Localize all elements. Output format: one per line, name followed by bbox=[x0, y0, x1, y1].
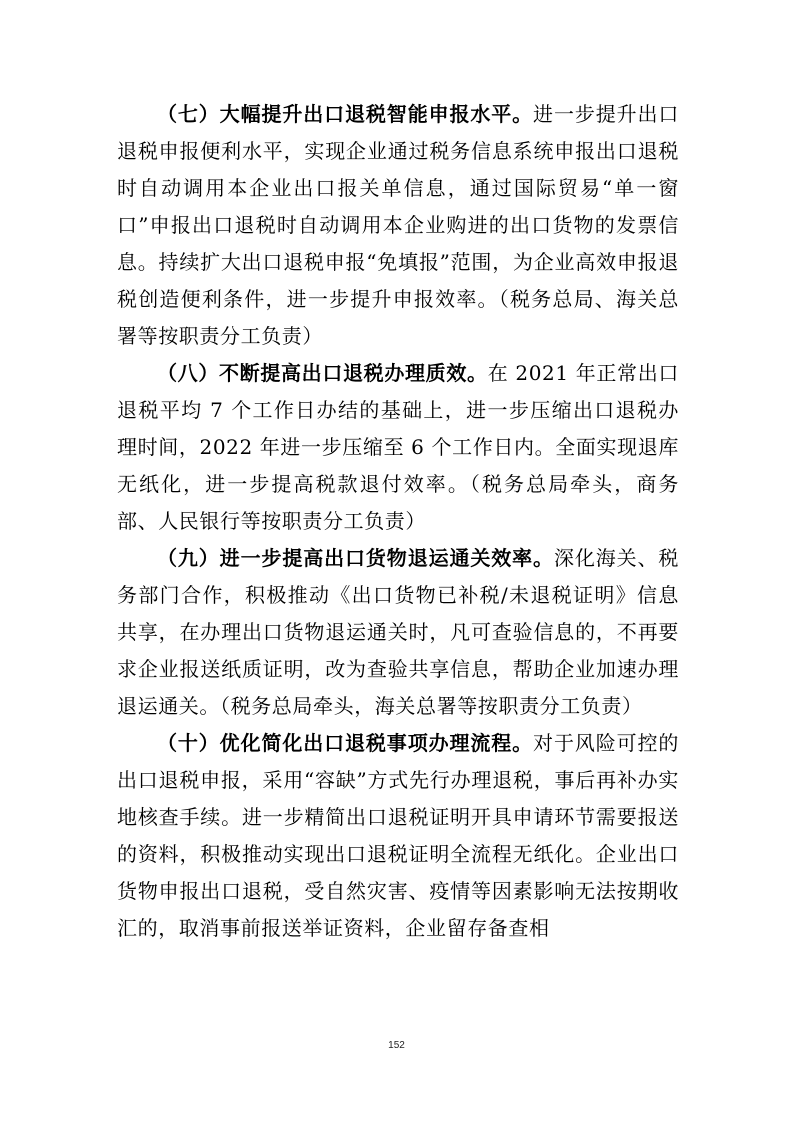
paragraph-7-text: 进一步提升出口退税申报便利水平，实现企业通过税务信息系统申报出口退税时自动调用本企业出口报关单信息，通过国际贸易“单一窗口”申报出口退税时自动调用本企业购进的出口货物的发票信息。持续扩大出口退税申报“免填报”范围，为企业高效申报退税创造便利条件，进一步提升申报效率。（税务总局、海关总署等按职责分工负责） bbox=[117, 102, 679, 348]
paragraph-10-heading: （十）优化简化出口退税事项办理流程。 bbox=[157, 731, 534, 755]
paragraph-9-heading: （九）进一步提高出口货物退运通关效率。 bbox=[157, 546, 554, 570]
document-body bbox=[117, 96, 679, 947]
paragraph-10 bbox=[117, 725, 679, 947]
page-number: 152 bbox=[388, 1040, 405, 1051]
paragraph-7-heading: （七）大幅提升出口退税智能申报水平。 bbox=[157, 102, 534, 126]
paragraph-8-heading: （八）不断提高出口退税办理质效。 bbox=[157, 361, 488, 385]
paragraph-8 bbox=[117, 355, 679, 540]
paragraph-9 bbox=[117, 540, 679, 725]
paragraph-10-text: 对于风险可控的出口退税申报，采用“容缺”方式先行办理退税，事后再补办实地核查手续。进一步精简出口退税证明开具申请环节需要报送的资料，积极推动实现出口退税证明全流程无纸化。企业出口货物申报出口退税，受自然灾害、疫情等因素影响无法按期收汇的，取消事前报送举证资料，企业留存备查相 bbox=[117, 731, 679, 940]
paragraph-9-text: 深化海关、税务部门合作，积极推动《出口货物已补税/未退税证明》信息共享，在办理出口货物退运通关时，凡可查验信息的，不再要求企业报送纸质证明，改为查验共享信息，帮助企业加速办理退运通关。（税务总局牵头，海关总署等按职责分工负责） bbox=[117, 546, 679, 718]
paragraph-8-text: 在 2021 年正常出口退税平均 7 个工作日办结的基础上，进一步压缩出口退税办理时间，2022 年进一步压缩至 6 个工作日内。全面实现退库无纸化，进一步提高税款退付效率。（税务总局牵头，商务部、人民银行等按职责分工负责） bbox=[117, 361, 679, 533]
paragraph-7 bbox=[117, 96, 679, 355]
